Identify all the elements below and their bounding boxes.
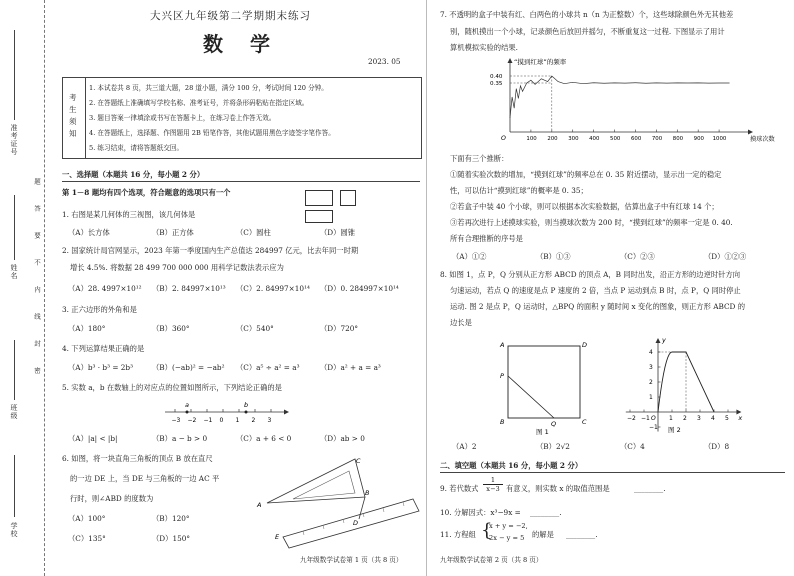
answer-option[interactable]: （C）a⁵ ÷ a² = a³ — [236, 363, 300, 372]
answer-option[interactable]: （A）28. 4997×10¹² — [68, 284, 142, 293]
answer-option[interactable]: （C）135° — [68, 534, 106, 543]
q11-brace: { — [481, 520, 493, 541]
inference-2: ②若盒子中装 40 个小球，则可以根据本次实验数据，估算出盒子中有红球 14 个； — [450, 202, 719, 211]
page-divider — [426, 0, 427, 576]
notice-item: 2. 在答题纸上准确填写学校名称、准考证号，并将条形码粘贴在指定区域。 — [89, 99, 309, 107]
inference-3: ③若再次进行上述摸球实验，则当摸球次数为 200 时，“摸到红球”的频率一定是 0. 40. — [450, 218, 733, 227]
footer-page-1: 九年级数学试卷第 1 页（共 8 页） — [300, 556, 403, 564]
figure-2-area-graph — [618, 336, 743, 438]
label-C: C — [356, 457, 361, 465]
answer-option[interactable]: （B）360° — [152, 324, 190, 333]
y-tick-label: 3 — [649, 364, 653, 371]
question-stem-cont: 的一边 DE 上，当 DE 与三角板的一边 AC 平 — [70, 474, 220, 483]
seal-word: 答 — [33, 205, 41, 213]
x-tick-label: 5 — [725, 415, 729, 422]
fraction-numerator: 1 — [483, 476, 503, 485]
answer-option[interactable]: （C）a + 6 < 0 — [236, 434, 292, 443]
answer-option[interactable]: （B）2. 84997×10¹³ — [152, 284, 226, 293]
x-tick-label: 500 — [610, 136, 621, 142]
x-tick-label: 400 — [589, 136, 600, 142]
point-b — [245, 411, 248, 414]
answer-option[interactable]: （A）长方体 — [68, 228, 110, 237]
label-D: D — [353, 519, 359, 527]
field-line-school[interactable] — [14, 455, 15, 517]
set-square-edge-bc — [359, 497, 365, 519]
set-square — [267, 459, 365, 503]
x-tick-label: 900 — [693, 136, 704, 142]
answer-option[interactable]: （A）100° — [68, 514, 106, 523]
inference-intro: 下面有三个推断： — [450, 154, 509, 163]
x-tick-label: −2 — [627, 415, 636, 422]
label-B: B — [365, 489, 370, 497]
q11-text-2: 的解是 — [532, 530, 554, 539]
notice-label-cell — [63, 78, 86, 158]
answer-option[interactable]: （D）①②③ — [704, 252, 747, 261]
answer-option[interactable]: （D）ab > 0 — [320, 434, 365, 443]
question-stem: 2. 国家统计局官网显示，2023 年第一季度国内生产总值达 284997 亿元，比去年同一时期 — [62, 246, 359, 255]
label-B: B — [500, 418, 505, 426]
section1-instruction: 第 1－8 题均有四个选项，符合题意的选项只有一个 — [62, 188, 231, 197]
point-a — [186, 411, 189, 414]
y-tick-label: 2 — [649, 379, 653, 386]
answer-option[interactable]: （B）a − b > 0 — [152, 434, 208, 443]
y-tick-label: 1 — [649, 394, 653, 401]
answer-option[interactable]: （C）540° — [236, 324, 274, 333]
x-tick-label: 600 — [630, 136, 642, 142]
label-E: E — [275, 533, 280, 541]
answer-option[interactable]: （D）0. 284997×10¹⁴ — [320, 284, 399, 293]
q10-text: 10. 分解因式：x³−9x = — [440, 508, 521, 517]
answer-option[interactable]: （C）圆柱 — [236, 228, 271, 237]
point-b-label: b — [244, 401, 249, 409]
question-stem: 8. 如图 1，点 P，Q 分别从正方形 ABCD 的顶点 A，B 同时出发，沿正方形的边逆时针方向 — [440, 270, 741, 279]
fraction-denominator: x−3 — [486, 485, 500, 493]
frequency-chart — [478, 56, 788, 148]
binding-line — [44, 0, 45, 576]
number-line-arrow — [284, 410, 289, 415]
label-Q: Q — [551, 420, 557, 428]
x-tick-label: 200 — [547, 136, 558, 142]
x-tick-label: 1000 — [712, 136, 727, 142]
section-rule — [62, 181, 420, 182]
label-A: A — [500, 341, 505, 349]
segment-pq — [508, 376, 554, 418]
seal-word: 线 — [33, 313, 41, 321]
three-view-front — [305, 190, 333, 206]
y-axis-label: y — [662, 336, 666, 344]
inference-1: ①随着实验次数的增加，“摸到红球”的频率总在 0. 35 附近摆动，显示出一定的稳定 — [450, 170, 722, 179]
x-tick-label: 3 — [697, 415, 701, 422]
label-class: 班级 — [10, 404, 18, 420]
answer-option[interactable]: （D）150° — [152, 534, 191, 543]
answer-option[interactable]: （D）8 — [704, 442, 730, 451]
section-rule — [440, 472, 785, 473]
answer-option[interactable]: （B）2√2 — [536, 442, 570, 451]
field-line-class[interactable] — [14, 340, 15, 400]
chart-title: “摸到红球”的频率 — [514, 58, 567, 66]
three-view-side — [340, 190, 356, 206]
notice-item: 1. 本试卷共 8 页，共三道大题，28 道小题，满分 100 分，考试时间 120 分钟。 — [89, 84, 328, 92]
exam-date: 2023. 05 — [368, 57, 401, 66]
label-A: A — [257, 501, 262, 509]
label-P: P — [500, 372, 504, 380]
label-name: 姓名 — [10, 264, 18, 280]
section2-heading: 二、填空题（本题共 16 分，每小题 2 分） — [440, 461, 583, 470]
x-tick-label: 4 — [711, 415, 715, 422]
q9-text: 9. 若代数式 — [440, 484, 479, 493]
figure-1-caption: 图 1 — [536, 428, 549, 436]
seal-word: 不 — [33, 259, 41, 267]
notice-item: 5. 练习结束，请将答题纸交回。 — [89, 144, 184, 152]
question-stem: 3. 正六边形的外角和是 — [62, 305, 137, 314]
answer-option[interactable]: （A）b³ · b³ = 2b³ — [68, 363, 134, 372]
q9-text-2: 有意义，则实数 x 的取值范围是 — [506, 484, 610, 493]
q11-equation-2: 2x − y = 5 — [489, 534, 525, 542]
exam-title: 大兴区九年级第二学期期末练习 — [150, 10, 311, 22]
label-exam-number: 准考证号 — [10, 124, 18, 156]
figure-1-square — [496, 338, 588, 436]
notice-box — [62, 77, 422, 159]
question-stem: 4. 下列运算结果正确的是 — [62, 344, 145, 353]
field-line-exam-number[interactable] — [14, 30, 15, 120]
q9-answer-blank[interactable]: ________. — [634, 484, 666, 493]
answer-option[interactable]: （A）180° — [68, 324, 106, 333]
question-stem-cont: 算机模拟实验的结果. — [450, 43, 518, 52]
number-line-tick-label: −1 — [203, 417, 213, 424]
question-stem-cont: 匀速运动，若点 Q 的速度是点 P 速度的 2 倍，当点 P 运动到点 B 时，点 P，Q 同时停止 — [450, 286, 741, 295]
answer-option[interactable]: （A）2 — [452, 442, 477, 451]
answer-option[interactable]: （A）|a| < |b| — [68, 434, 118, 443]
seal-word: 题 — [33, 178, 41, 186]
x-tick-label: 300 — [568, 136, 579, 142]
question-stem-cont: 行时，则∠ABD 的度数为 — [70, 494, 154, 503]
answer-option[interactable]: （B）①③ — [536, 252, 571, 261]
answer-option[interactable]: （D）圆锥 — [320, 228, 356, 237]
x-tick-label: O — [651, 415, 656, 422]
number-line-tick-label: 1 — [235, 417, 240, 424]
y-tick-label: 0.35 — [490, 81, 503, 87]
answer-option[interactable]: （B）正方体 — [152, 228, 194, 237]
number-line-tick-label: −3 — [171, 417, 181, 424]
x-tick-label: 1 — [669, 415, 673, 422]
footer-page-2: 九年级数学试卷第 2 页（共 8 页） — [440, 556, 543, 564]
answer-option[interactable]: （C）②③ — [620, 252, 655, 261]
q11-text: 11. 方程组 — [440, 530, 476, 539]
seal-word: 要 — [33, 232, 41, 240]
answer-option[interactable]: （D）a² + a = a³ — [320, 363, 381, 372]
field-line-name[interactable] — [14, 195, 15, 260]
notice-label: 考生须知 — [69, 93, 77, 138]
x-tick-label: 2 — [683, 415, 687, 422]
figure-2-caption: 图 2 — [668, 426, 681, 434]
ruler-triangle-figure — [255, 455, 420, 540]
y-axis-arrow — [656, 338, 661, 343]
y-tick-label: 4 — [649, 349, 653, 356]
square-abcd — [508, 346, 580, 418]
label-D: D — [582, 341, 588, 349]
number-line-tick-label: 3 — [267, 417, 272, 424]
label-C: C — [582, 418, 587, 426]
question-stem: 7. 不透明的盒子中装有红、白两色的小球共 n（n 为正整数）个，这些球除颜色外无其他差 — [440, 10, 734, 19]
three-view-top — [305, 210, 333, 223]
seal-word: 密 — [33, 367, 41, 375]
ruler — [283, 499, 419, 548]
x-axis-arrow — [748, 130, 753, 135]
answer-option[interactable]: （C）2. 84997×10¹⁴ — [236, 284, 310, 293]
number-line-tick-label: 2 — [251, 417, 256, 424]
y-tick-label: −1 — [649, 424, 658, 431]
x-axis-label: x — [738, 414, 743, 422]
answer-option[interactable]: （A）①② — [452, 252, 487, 261]
q9-fraction — [483, 476, 503, 494]
q11-equation-1: x + y = −2, — [489, 522, 528, 530]
answer-option[interactable]: （B）120° — [152, 514, 190, 523]
number-line-tick-label: −2 — [187, 417, 197, 424]
inference-conclusion: 所有合理推断的序号是 — [450, 234, 523, 243]
label-school: 学校 — [10, 522, 18, 538]
question-stem-cont: 边长是 — [450, 318, 472, 327]
subject-title: 数 学 — [203, 32, 280, 56]
x-tick-label: 700 — [651, 136, 663, 142]
notice-item: 3. 题目答案一律填涂或书写在答题卡上，在练习卷上作答无效。 — [89, 114, 276, 122]
y-axis-arrow — [508, 58, 513, 63]
x-tick-label: −1 — [641, 415, 650, 422]
question-stem: 5. 实数 a，b 在数轴上的对应点的位置如图所示，下列结论正确的是 — [62, 383, 282, 392]
number-line-figure — [160, 398, 290, 430]
frequency-line — [510, 76, 730, 118]
answer-option[interactable]: （C）4 — [620, 442, 645, 451]
binding-strip — [0, 0, 60, 576]
x-tick-label: 800 — [672, 136, 684, 142]
answer-option[interactable]: （B）(−ab)² = −ab² — [152, 363, 225, 372]
number-line-tick-label: 0 — [219, 417, 224, 424]
question-stem: 6. 如图，将一块直角三角板的顶点 B 放在直尺 — [62, 454, 213, 463]
q11-answer-blank[interactable]: ________. — [566, 530, 598, 539]
chart-origin-label: O — [501, 135, 506, 142]
x-tick-label: 100 — [526, 136, 537, 142]
inference-1-cont: 性，可以估计“摸到红球”的概率是 0. 35； — [450, 186, 588, 195]
question-stem-cont: 增长 4.5%. 将数据 28 499 700 000 000 用科学记数法表示应为 — [70, 263, 284, 272]
x-axis-label: 摸球次数 — [750, 136, 775, 143]
answer-option[interactable]: （D）720° — [320, 324, 359, 333]
y-tick-label: 0.40 — [490, 74, 503, 80]
question-stem-cont: 运动. 图 2 是点 P，Q 运动时，△BPQ 的面积 y 随时间 x 变化的图象，则正方形 ABCD 的 — [450, 302, 746, 311]
section1-heading: 一、选择题（本题共 16 分，每小题 2 分） — [62, 170, 205, 179]
seal-word: 封 — [33, 340, 41, 348]
question-stem: 1. 右图是某几何体的三视图，该几何体是 — [62, 210, 196, 219]
question-stem-cont: 别，随机摸出一个小球，记录颜色后放回并摇匀，不断重复这一过程. 下图显示了用计 — [450, 27, 725, 36]
notice-item: 4. 在答题纸上，选择题、作图题用 2B 铅笔作答，其他试题用黑色字迹签字笔作答。 — [89, 129, 335, 137]
q10-answer-blank[interactable]: ________. — [530, 508, 562, 517]
seal-word: 内 — [33, 286, 41, 294]
point-a-label: a — [185, 401, 189, 409]
